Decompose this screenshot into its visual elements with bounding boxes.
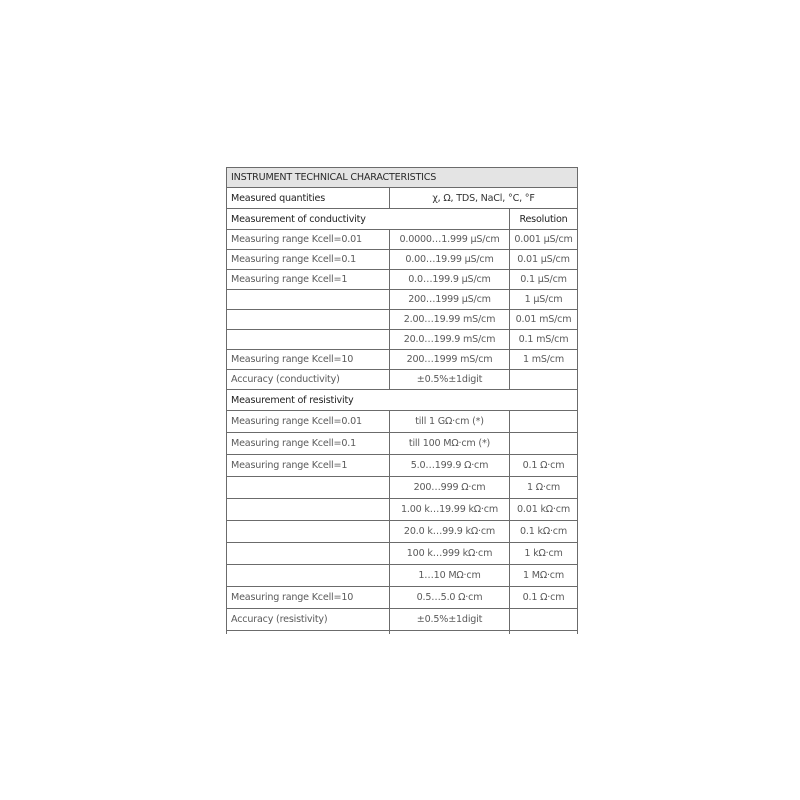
range-value: ±0.5%±1digit [390, 370, 510, 390]
measured-quantities-row [227, 188, 578, 209]
range-value: 0.5…5.0 Ω·cm [390, 587, 510, 609]
range-value: 0.00…19.99 µS/cm [390, 250, 510, 270]
row-label: Measuring range Kcell=0.1 [227, 250, 390, 270]
resolution-value: 0.1 Ω·cm [510, 455, 578, 477]
resolution-value: 0.1 Ω·cm [510, 587, 578, 609]
range-value: 20.0…199.9 mS/cm [390, 330, 510, 350]
continuation-cell [510, 631, 578, 635]
resolution-value: 1 µS/cm [510, 290, 578, 310]
resolution-value: 1 mS/cm [510, 350, 578, 370]
row-label [227, 477, 390, 499]
range-value: 1.00 k…19.99 kΩ·cm [390, 499, 510, 521]
conductivity-row [227, 310, 578, 330]
resistivity-row [227, 587, 578, 609]
row-label [227, 565, 390, 587]
range-value: 200…1999 mS/cm [390, 350, 510, 370]
measured-quantities-label: Measured quantities [227, 188, 390, 209]
range-value: 2.00…19.99 mS/cm [390, 310, 510, 330]
range-value: 0.0…199.9 µS/cm [390, 270, 510, 290]
row-label: Measuring range Kcell=10 [227, 350, 390, 370]
conductivity-heading: Measurement of conductivity [227, 209, 510, 230]
table-title: INSTRUMENT TECHNICAL CHARACTERISTICS [227, 168, 578, 188]
row-label [227, 499, 390, 521]
resistivity-row [227, 609, 578, 631]
range-value: 100 k…999 kΩ·cm [390, 543, 510, 565]
resolution-value: 0.1 kΩ·cm [510, 521, 578, 543]
resolution-value [510, 609, 578, 631]
row-label [227, 330, 390, 350]
row-label [227, 290, 390, 310]
row-label: Measuring range Kcell=10 [227, 587, 390, 609]
resolution-value [510, 433, 578, 455]
conductivity-row [227, 370, 578, 390]
resolution-value: 1 MΩ·cm [510, 565, 578, 587]
conductivity-row [227, 230, 578, 250]
continuation-cell [390, 631, 510, 635]
resistivity-row [227, 433, 578, 455]
continuation-cell [227, 631, 390, 635]
conductivity-row [227, 270, 578, 290]
row-label: Measuring range Kcell=1 [227, 270, 390, 290]
row-label [227, 310, 390, 330]
range-value: 200…1999 µS/cm [390, 290, 510, 310]
conductivity-row [227, 290, 578, 310]
resolution-heading: Resolution [510, 209, 578, 230]
resolution-value: 0.1 mS/cm [510, 330, 578, 350]
range-value: 20.0 k…99.9 kΩ·cm [390, 521, 510, 543]
resistivity-row [227, 565, 578, 587]
conductivity-heading-row [227, 209, 578, 230]
technical-characteristics-table [226, 167, 578, 634]
range-value: ±0.5%±1digit [390, 609, 510, 631]
row-label [227, 543, 390, 565]
row-label: Measuring range Kcell=0.01 [227, 411, 390, 433]
resistivity-heading: Measurement of resistivity [227, 390, 578, 411]
resolution-value [510, 370, 578, 390]
conductivity-row [227, 330, 578, 350]
range-value: till 1 GΩ·cm (*) [390, 411, 510, 433]
row-label: Accuracy (conductivity) [227, 370, 390, 390]
conductivity-row [227, 250, 578, 270]
resolution-value: 1 Ω·cm [510, 477, 578, 499]
resistivity-row [227, 499, 578, 521]
row-label: Measuring range Kcell=1 [227, 455, 390, 477]
resistivity-row [227, 543, 578, 565]
conductivity-row [227, 350, 578, 370]
range-value: 1…10 MΩ·cm [390, 565, 510, 587]
resolution-value [510, 411, 578, 433]
table-title-row [227, 168, 578, 188]
measured-quantities-value: χ, Ω, TDS, NaCl, °C, °F [390, 188, 578, 209]
resistivity-row [227, 411, 578, 433]
resolution-value: 1 kΩ·cm [510, 543, 578, 565]
resolution-value: 0.1 µS/cm [510, 270, 578, 290]
resistivity-row [227, 477, 578, 499]
table-continuation [227, 631, 578, 635]
resistivity-row [227, 521, 578, 543]
range-value: 5.0…199.9 Ω·cm [390, 455, 510, 477]
resolution-value: 0.001 µS/cm [510, 230, 578, 250]
resolution-value: 0.01 kΩ·cm [510, 499, 578, 521]
resistivity-heading-row [227, 390, 578, 411]
resolution-value: 0.01 mS/cm [510, 310, 578, 330]
range-value: till 100 MΩ·cm (*) [390, 433, 510, 455]
resistivity-row [227, 455, 578, 477]
row-label: Measuring range Kcell=0.1 [227, 433, 390, 455]
row-label: Accuracy (resistivity) [227, 609, 390, 631]
range-value: 200…999 Ω·cm [390, 477, 510, 499]
range-value: 0.0000…1.999 µS/cm [390, 230, 510, 250]
row-label: Measuring range Kcell=0.01 [227, 230, 390, 250]
resolution-value: 0.01 µS/cm [510, 250, 578, 270]
row-label [227, 521, 390, 543]
